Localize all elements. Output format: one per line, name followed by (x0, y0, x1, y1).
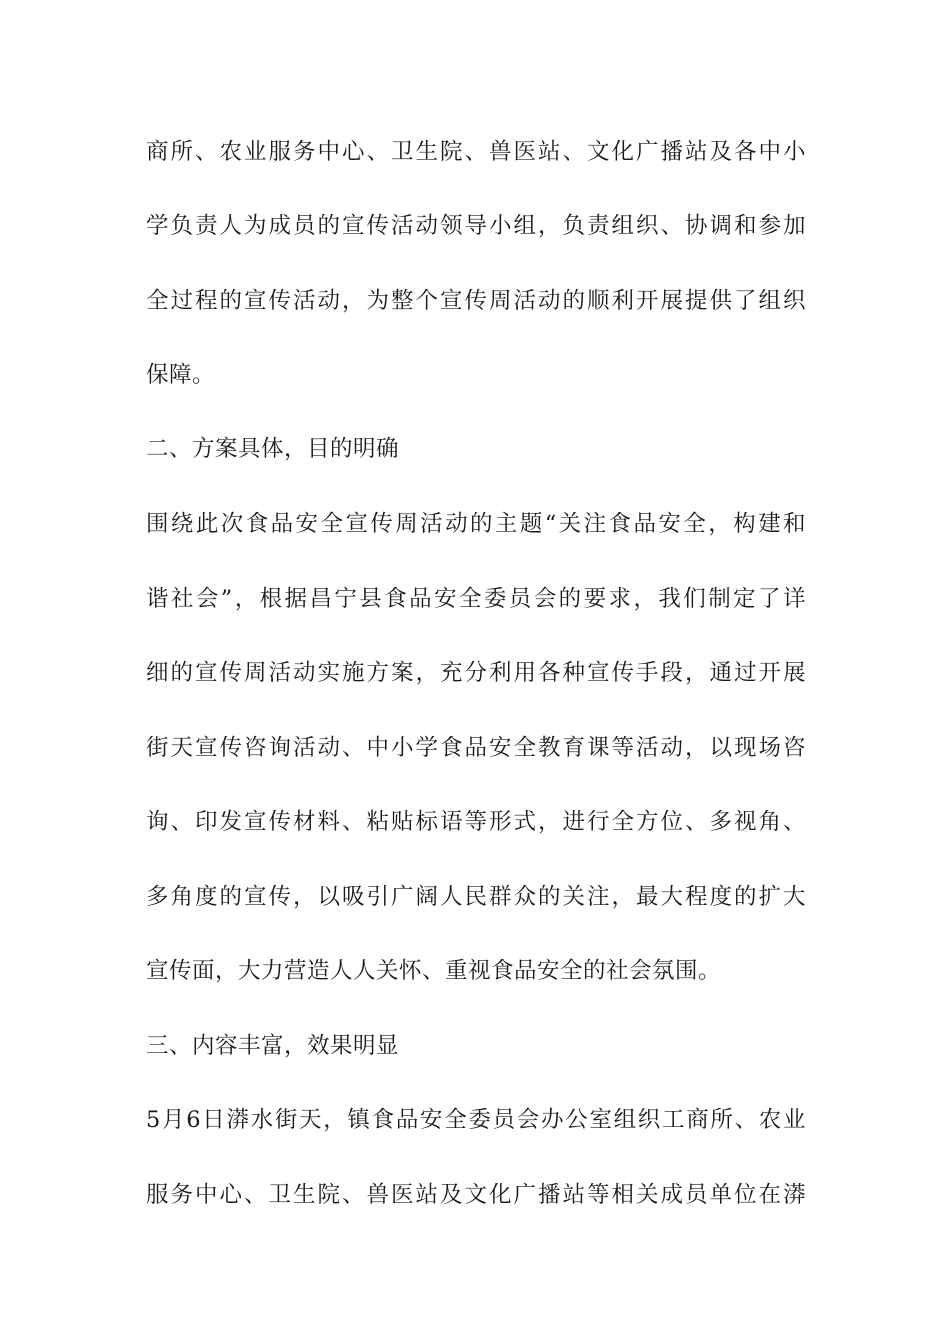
paragraph-line: 商所、农业服务中心、卫生院、兽医站、文化广播站及各中小 (146, 139, 806, 165)
paragraph-line: 保障。 (146, 362, 216, 388)
paragraph-line: 细的宣传周活动实施方案，充分利用各种宣传手段，通过开展 (146, 660, 806, 686)
paragraph-line: 围绕此次食品安全宣传周活动的主题“关注食品安全，构建和 (146, 511, 806, 537)
paragraph-line: 全过程的宣传活动，为整个宣传周活动的顺利开展提供了组织 (146, 288, 806, 314)
section-heading: 二、方案具体，目的明确 (146, 436, 400, 462)
paragraph-line: 多角度的宣传，以吸引广阔人民群众的关注，最大程度的扩大 (146, 884, 806, 910)
paragraph-line: 询、印发宣传材料、粘贴标语等形式，进行全方位、多视角、 (146, 809, 806, 835)
paragraph-line: 服务中心、卫生院、兽医站及文化广播站等相关成员单位在漭 (146, 1182, 806, 1208)
section-heading: 三、内容丰富，效果明显 (146, 1033, 400, 1059)
paragraph-line: 谐社会”，根据昌宁县食品安全委员会的要求，我们制定了详 (146, 586, 806, 612)
paragraph-line: 5月6日漭水街天，镇食品安全委员会办公室组织工商所、农业 (146, 1107, 806, 1133)
paragraph-line: 学负责人为成员的宣传活动领导小组，负责组织、协调和参加 (146, 213, 806, 239)
paragraph-line: 街天宣传咨询活动、中小学食品安全教育课等活动，以现场咨 (146, 735, 806, 761)
paragraph-line: 宣传面，大力营造人人关怀、重视食品安全的社会氛围。 (146, 958, 722, 984)
